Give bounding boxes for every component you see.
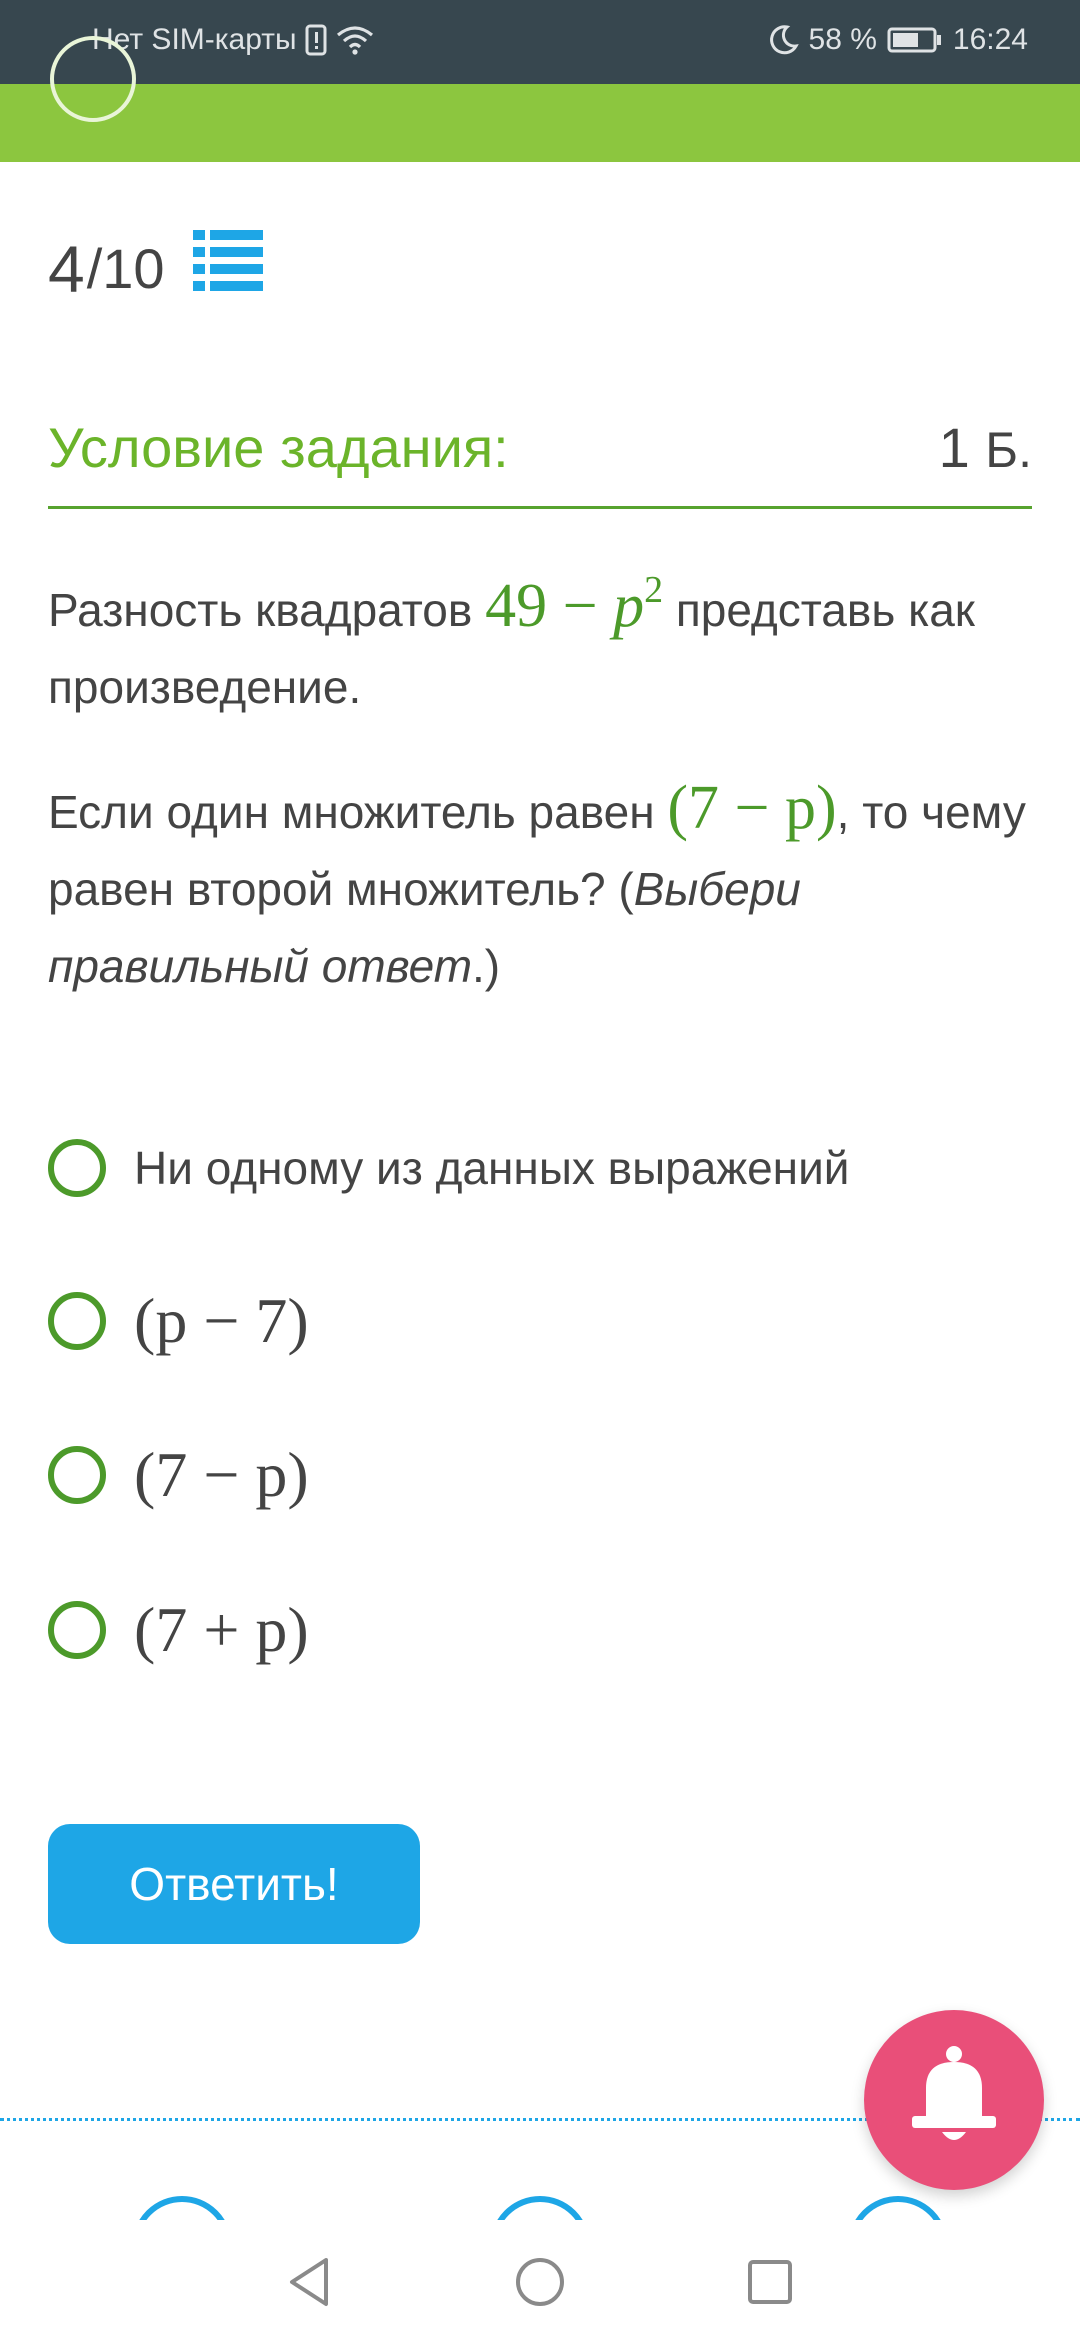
q1-text-before: Разность квадратов <box>48 584 486 636</box>
question-paragraph-1 <box>48 568 1038 726</box>
progress-total: /10 <box>86 237 165 300</box>
list-icon[interactable] <box>193 228 263 309</box>
answer-option-3[interactable] <box>48 1438 309 1512</box>
question-paragraph-2 <box>48 770 1038 1005</box>
notification-bell-button[interactable] <box>864 2010 1044 2190</box>
radio-button[interactable] <box>48 1446 106 1504</box>
header-bar <box>0 84 1080 162</box>
battery-percent: 58 % <box>808 23 877 56</box>
q1-math-num: 49 <box>485 572 548 640</box>
home-icon[interactable] <box>510 2252 570 2317</box>
clock-text: 16:24 <box>952 23 1028 56</box>
footer-circle-icon[interactable] <box>848 2196 948 2220</box>
answer-option-1[interactable] <box>48 1139 849 1197</box>
q2-italic-hint: Выбери правильный ответ <box>48 863 801 992</box>
points-value: 1 <box>938 416 970 479</box>
footer-nav-peek <box>0 2190 1080 2220</box>
q1-math-minus: − <box>547 572 614 640</box>
system-nav-bar <box>0 2220 1080 2340</box>
radio-button[interactable] <box>48 1292 106 1350</box>
status-left <box>92 23 375 57</box>
q2-text-after: , то чему равен второй множитель? ( <box>48 786 1026 915</box>
q1-math-var: p <box>613 572 645 640</box>
moon-icon <box>769 24 799 56</box>
battery-icon <box>887 25 943 55</box>
progress-current: 4 <box>48 231 85 306</box>
task-points <box>939 415 1032 480</box>
footer-circle-icon[interactable] <box>132 2196 232 2220</box>
q1-math-exp: 2 <box>644 569 664 611</box>
sim-alert-icon <box>305 24 327 56</box>
task-progress <box>48 228 263 309</box>
option-label: (7 + p) <box>134 1594 309 1665</box>
wifi-icon <box>335 24 375 56</box>
option-label: Ни одному из данных выражений <box>134 1142 850 1194</box>
recents-icon[interactable] <box>740 2252 800 2317</box>
radio-button[interactable] <box>48 1139 106 1197</box>
question-text <box>48 568 1038 1005</box>
task-header <box>48 410 1032 509</box>
task-heading: Условие задания: <box>48 416 509 479</box>
submit-answer-button[interactable]: Ответить! <box>48 1824 420 1944</box>
footer-circle-icon[interactable] <box>490 2196 590 2220</box>
q2-text-end: .) <box>472 940 501 992</box>
status-right <box>769 23 1028 57</box>
q2-text-before: Если один множитель равен <box>48 786 668 838</box>
back-icon[interactable] <box>280 2252 340 2317</box>
answer-option-2[interactable] <box>48 1284 309 1358</box>
q1-math <box>485 569 664 640</box>
header-circle-icon[interactable] <box>50 36 136 122</box>
carrier-text: Нет SIM-карты <box>92 23 297 56</box>
answer-option-4[interactable] <box>48 1593 309 1667</box>
option-label: (7 − p) <box>134 1439 309 1510</box>
radio-button[interactable] <box>48 1601 106 1659</box>
status-bar <box>0 0 1080 84</box>
option-label: (p − 7) <box>134 1285 309 1356</box>
points-unit: Б. <box>985 422 1032 478</box>
q1-text-after: представь как произведение. <box>48 584 975 713</box>
q2-math: (7 − p) <box>667 774 837 842</box>
